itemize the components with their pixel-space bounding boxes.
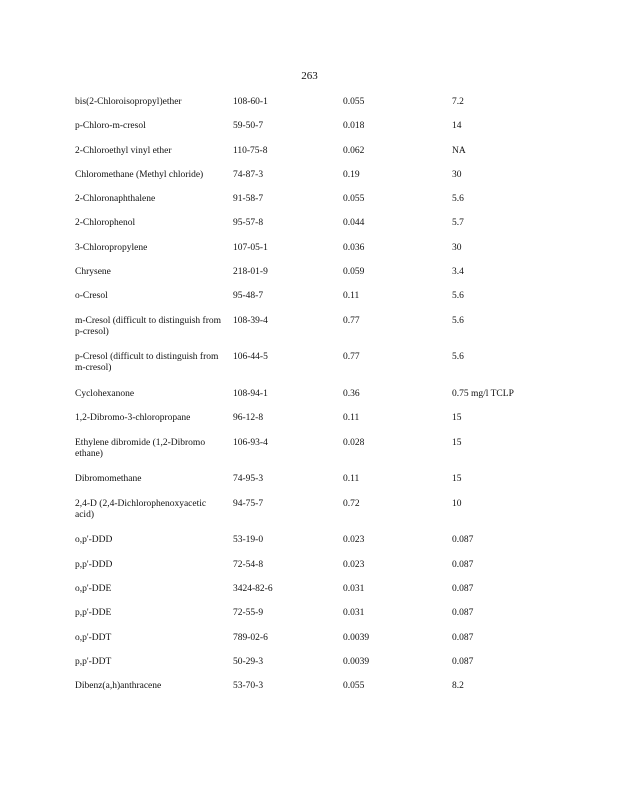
wastewater-standard-cell: 0.055 (343, 681, 365, 692)
wastewater-standard-cell: 0.036 (343, 242, 365, 253)
table-row (75, 218, 545, 242)
cas-number-cell: 50-29-3 (233, 656, 264, 667)
cas-number-cell: 107-05-1 (233, 242, 268, 253)
constituent-name-cell: p,p'-DDE (75, 608, 112, 619)
constituent-name-cell: 2-Chloroethyl vinyl ether (75, 145, 172, 156)
constituent-name-cell: p,p'-DDD (75, 559, 113, 570)
table-row (75, 243, 545, 267)
table-row (75, 97, 545, 121)
table-row (75, 413, 545, 437)
cas-number-cell: 59-50-7 (233, 121, 264, 132)
wastewater-standard-cell: 0.77 (343, 352, 360, 363)
table-row (75, 291, 545, 315)
constituent-name-cell: o-Cresol (75, 291, 108, 302)
constituent-name-cell: Chloromethane (Methyl chloride) (75, 169, 204, 180)
nonwastewater-standard-cell: 30 (452, 242, 462, 253)
cas-number-cell: 218-01-9 (233, 267, 268, 278)
constituent-name-cell: 1,2-Dibromo-3-chloropropane (75, 413, 191, 424)
wastewater-standard-cell: 0.062 (343, 145, 365, 156)
table-row (75, 352, 545, 389)
nonwastewater-standard-cell: 7.2 (452, 97, 464, 107)
cas-number-cell: 106-44-5 (233, 352, 268, 363)
wastewater-standard-cell: 0.0039 (343, 632, 370, 643)
table-row (75, 146, 545, 170)
nonwastewater-standard-cell: 5.6 (452, 315, 464, 326)
cas-number-cell: 74-87-3 (233, 169, 264, 180)
table-row (75, 681, 545, 705)
cas-number-cell: 94-75-7 (233, 498, 264, 509)
nonwastewater-standard-cell: NA (452, 145, 466, 156)
table-row (75, 560, 545, 584)
table-row (75, 633, 545, 657)
cas-number-cell: 72-54-8 (233, 559, 264, 570)
wastewater-standard-cell: 0.044 (343, 218, 365, 229)
wastewater-standard-cell: 0.19 (343, 169, 360, 180)
nonwastewater-standard-cell: 3.4 (452, 267, 464, 278)
cas-number-cell: 108-94-1 (233, 389, 268, 400)
table-row (75, 170, 545, 194)
table-row (75, 499, 545, 536)
nonwastewater-standard-cell: 0.087 (452, 559, 474, 570)
constituent-name-cell: Chrysene (75, 267, 111, 278)
table-row (75, 194, 545, 218)
constituent-name-cell: 3-Chloropropylene (75, 242, 148, 253)
table-row (75, 389, 545, 413)
cas-number-cell: 3424-82-6 (233, 583, 273, 594)
cas-number-cell: 789-02-6 (233, 632, 268, 643)
wastewater-standard-cell: 0.11 (343, 413, 360, 424)
nonwastewater-standard-cell: 8.2 (452, 681, 464, 692)
wastewater-standard-cell: 0.059 (343, 267, 365, 278)
wastewater-standard-cell: 0.031 (343, 608, 365, 619)
wastewater-standard-cell: 0.36 (343, 389, 360, 400)
nonwastewater-standard-cell: 5.6 (452, 291, 464, 302)
cas-number-cell: 110-75-8 (233, 145, 268, 156)
table-row (75, 584, 545, 608)
constituent-table (75, 97, 545, 705)
wastewater-standard-cell: 0.055 (343, 194, 365, 205)
nonwastewater-standard-cell: 0.75 mg/l TCLP (452, 389, 514, 400)
nonwastewater-standard-cell: 15 (452, 413, 462, 424)
nonwastewater-standard-cell: 5.7 (452, 218, 464, 229)
nonwastewater-standard-cell: 15 (452, 437, 462, 448)
cas-number-cell: 106-93-4 (233, 437, 268, 448)
constituent-name-cell: Dibromomethane (75, 474, 142, 485)
wastewater-standard-cell: 0.023 (343, 535, 365, 546)
cas-number-cell: 53-70-3 (233, 681, 264, 692)
wastewater-standard-cell: 0.11 (343, 474, 360, 485)
constituent-name-cell: p-Chloro-m-cresol (75, 121, 146, 132)
wastewater-standard-cell: 0.031 (343, 583, 365, 594)
table-row (75, 657, 545, 681)
nonwastewater-standard-cell: 15 (452, 474, 462, 485)
wastewater-standard-cell: 0.023 (343, 559, 365, 570)
nonwastewater-standard-cell: 30 (452, 169, 462, 180)
constituent-name-cell: p-Cresol (difficult to distinguish from m-cresol) (75, 352, 219, 374)
wastewater-standard-cell: 0.055 (343, 97, 365, 107)
table-row (75, 438, 545, 475)
constituent-name-cell: p,p'-DDT (75, 656, 112, 667)
cas-number-cell: 95-48-7 (233, 291, 264, 302)
wastewater-standard-cell: 0.018 (343, 121, 365, 132)
cas-number-cell: 72-55-9 (233, 608, 264, 619)
constituent-name-cell: Dibenz(a,h)anthracene (75, 681, 162, 692)
constituent-name-cell: o,p'-DDD (75, 535, 113, 546)
nonwastewater-standard-cell: 5.6 (452, 352, 464, 363)
constituent-name-cell: bis(2-Chloroisopropyl)ether (75, 97, 182, 107)
table-row (75, 267, 545, 291)
page-number: 263 (301, 70, 318, 82)
nonwastewater-standard-cell: 0.087 (452, 656, 474, 667)
cas-number-cell: 74-95-3 (233, 474, 264, 485)
constituent-name-cell: o,p'-DDE (75, 583, 112, 594)
constituent-name-cell: Ethylene dibromide (1,2-Dibromo ethane) (75, 437, 206, 459)
table-row (75, 316, 545, 353)
constituent-name-cell: Cyclohexanone (75, 389, 135, 400)
constituent-name-cell: o,p'-DDT (75, 632, 112, 643)
cas-number-cell: 91-58-7 (233, 194, 264, 205)
cas-number-cell: 108-60-1 (233, 97, 268, 107)
constituent-name-cell: 2-Chlorophenol (75, 218, 136, 229)
nonwastewater-standard-cell: 14 (452, 121, 462, 132)
table-row (75, 121, 545, 145)
cas-number-cell: 53-19-0 (233, 535, 264, 546)
nonwastewater-standard-cell: 0.087 (452, 632, 474, 643)
nonwastewater-standard-cell: 10 (452, 498, 462, 509)
cas-number-cell: 108-39-4 (233, 315, 268, 326)
table-row (75, 608, 545, 632)
cas-number-cell: 96-12-8 (233, 413, 264, 424)
table-row (75, 535, 545, 559)
nonwastewater-standard-cell: 0.087 (452, 535, 474, 546)
nonwastewater-standard-cell: 5.6 (452, 194, 464, 205)
nonwastewater-standard-cell: 0.087 (452, 583, 474, 594)
constituent-name-cell: 2,4-D (2,4-Dichlorophenoxyacetic acid) (75, 498, 207, 520)
cas-number-cell: 95-57-8 (233, 218, 264, 229)
wastewater-standard-cell: 0.72 (343, 498, 360, 509)
constituent-name-cell: 2-Chloronaphthalene (75, 194, 156, 205)
wastewater-standard-cell: 0.028 (343, 437, 365, 448)
wastewater-standard-cell: 0.11 (343, 291, 360, 302)
wastewater-standard-cell: 0.0039 (343, 656, 370, 667)
constituent-name-cell: m-Cresol (difficult to distinguish from p-cresol) (75, 315, 222, 337)
wastewater-standard-cell: 0.77 (343, 315, 360, 326)
nonwastewater-standard-cell: 0.087 (452, 608, 474, 619)
table-row (75, 474, 545, 498)
